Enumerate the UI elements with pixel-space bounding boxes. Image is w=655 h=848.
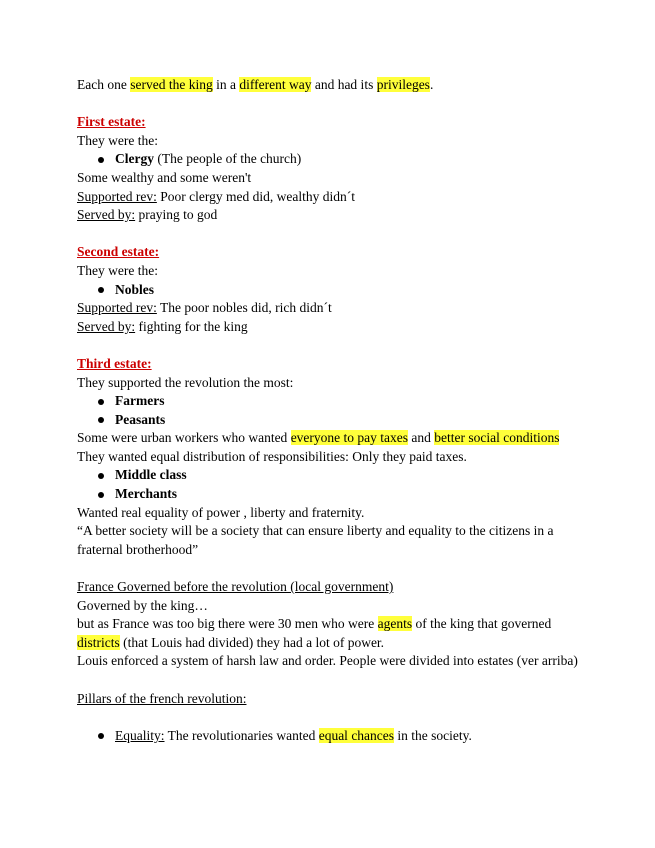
france-line1: Governed by the king… [77, 597, 208, 613]
list-item [77, 392, 597, 411]
text: The revolutionaries wanted [164, 727, 319, 743]
intro-line [77, 76, 597, 95]
bullet-bold: Peasants [115, 411, 166, 427]
served-label: Served by: [77, 207, 136, 223]
text: and [408, 430, 435, 446]
third-line1: They supported the revolution the most: [77, 374, 294, 390]
bullet-text: (The people of the church) [153, 151, 302, 167]
third-line3: Wanted real equality of power , liberty and fraternity. [77, 504, 365, 520]
first-line1: Some wealthy and some weren't [77, 169, 252, 185]
rev-label: Supported rev: [77, 300, 157, 316]
text: but as France was too big there were 30 men who were [77, 616, 378, 632]
rev-label: Supported rev: [77, 188, 157, 204]
france-heading: France Governed before the revolution (local government) [77, 579, 394, 595]
pillars-heading: Pillars of the french revolution: [77, 690, 247, 706]
list-item [77, 727, 597, 746]
highlight: equal chances [318, 727, 395, 743]
list-item [77, 466, 597, 485]
second-served-line [77, 318, 597, 337]
text: Each one [77, 77, 131, 92]
text: and had its [311, 77, 377, 92]
text: . [429, 77, 434, 92]
rev-text: The poor nobles did, rich didn´t [156, 300, 332, 316]
first-served-line [77, 206, 597, 225]
pillar-label: Equality: [115, 727, 165, 743]
text: (that Louis had divided) they had a lot of power. [119, 634, 385, 650]
second-they-were: They were the: [77, 262, 158, 278]
highlight: better social conditions [434, 430, 560, 446]
bullet-bold: Clergy [115, 151, 154, 167]
list-item [77, 150, 597, 169]
highlight: districts [77, 634, 120, 650]
document-page [77, 76, 597, 745]
third-quote: “A better society will be a society that can ensure liberty and equality to the citizens in a fraternal brotherhood” [77, 523, 554, 557]
third-urban-line [77, 429, 597, 448]
third-estate-heading: Third estate: [77, 355, 152, 371]
highlight: everyone to pay taxes [290, 430, 409, 446]
bullet-bold: Farmers [115, 393, 165, 409]
list-item [77, 485, 597, 504]
highlight: served the king [130, 77, 213, 92]
highlight: privileges [376, 77, 430, 92]
text: in the society. [394, 727, 472, 743]
list-item [77, 411, 597, 430]
text: of the king that governed [412, 616, 552, 632]
served-text: fighting for the king [135, 318, 248, 334]
highlight: agents [377, 616, 413, 632]
second-estate-heading: Second estate: [77, 244, 160, 260]
third-line2: They wanted equal distribution of responsibilities: Only they paid taxes. [77, 448, 467, 464]
bullet-bold: Middle class [115, 467, 187, 483]
text: Some were urban workers who wanted [77, 430, 291, 446]
highlight: different way [239, 77, 312, 92]
list-item [77, 281, 597, 300]
served-text: praying to god [135, 207, 218, 223]
first-estate-heading: First estate: [77, 114, 146, 130]
bullet-bold: Merchants [115, 486, 177, 502]
france-paragraph [77, 615, 597, 652]
bullet-bold: Nobles [115, 281, 155, 297]
rev-text: Poor clergy med did, wealthy didn´t [156, 188, 355, 204]
text: in a [212, 77, 240, 92]
france-line3: Louis enforced a system of harsh law and order. People were divided into estates (ver arriba) [77, 653, 578, 669]
first-they-were: They were the: [77, 132, 158, 148]
first-rev-line [77, 188, 597, 207]
second-rev-line [77, 299, 597, 318]
served-label: Served by: [77, 318, 136, 334]
